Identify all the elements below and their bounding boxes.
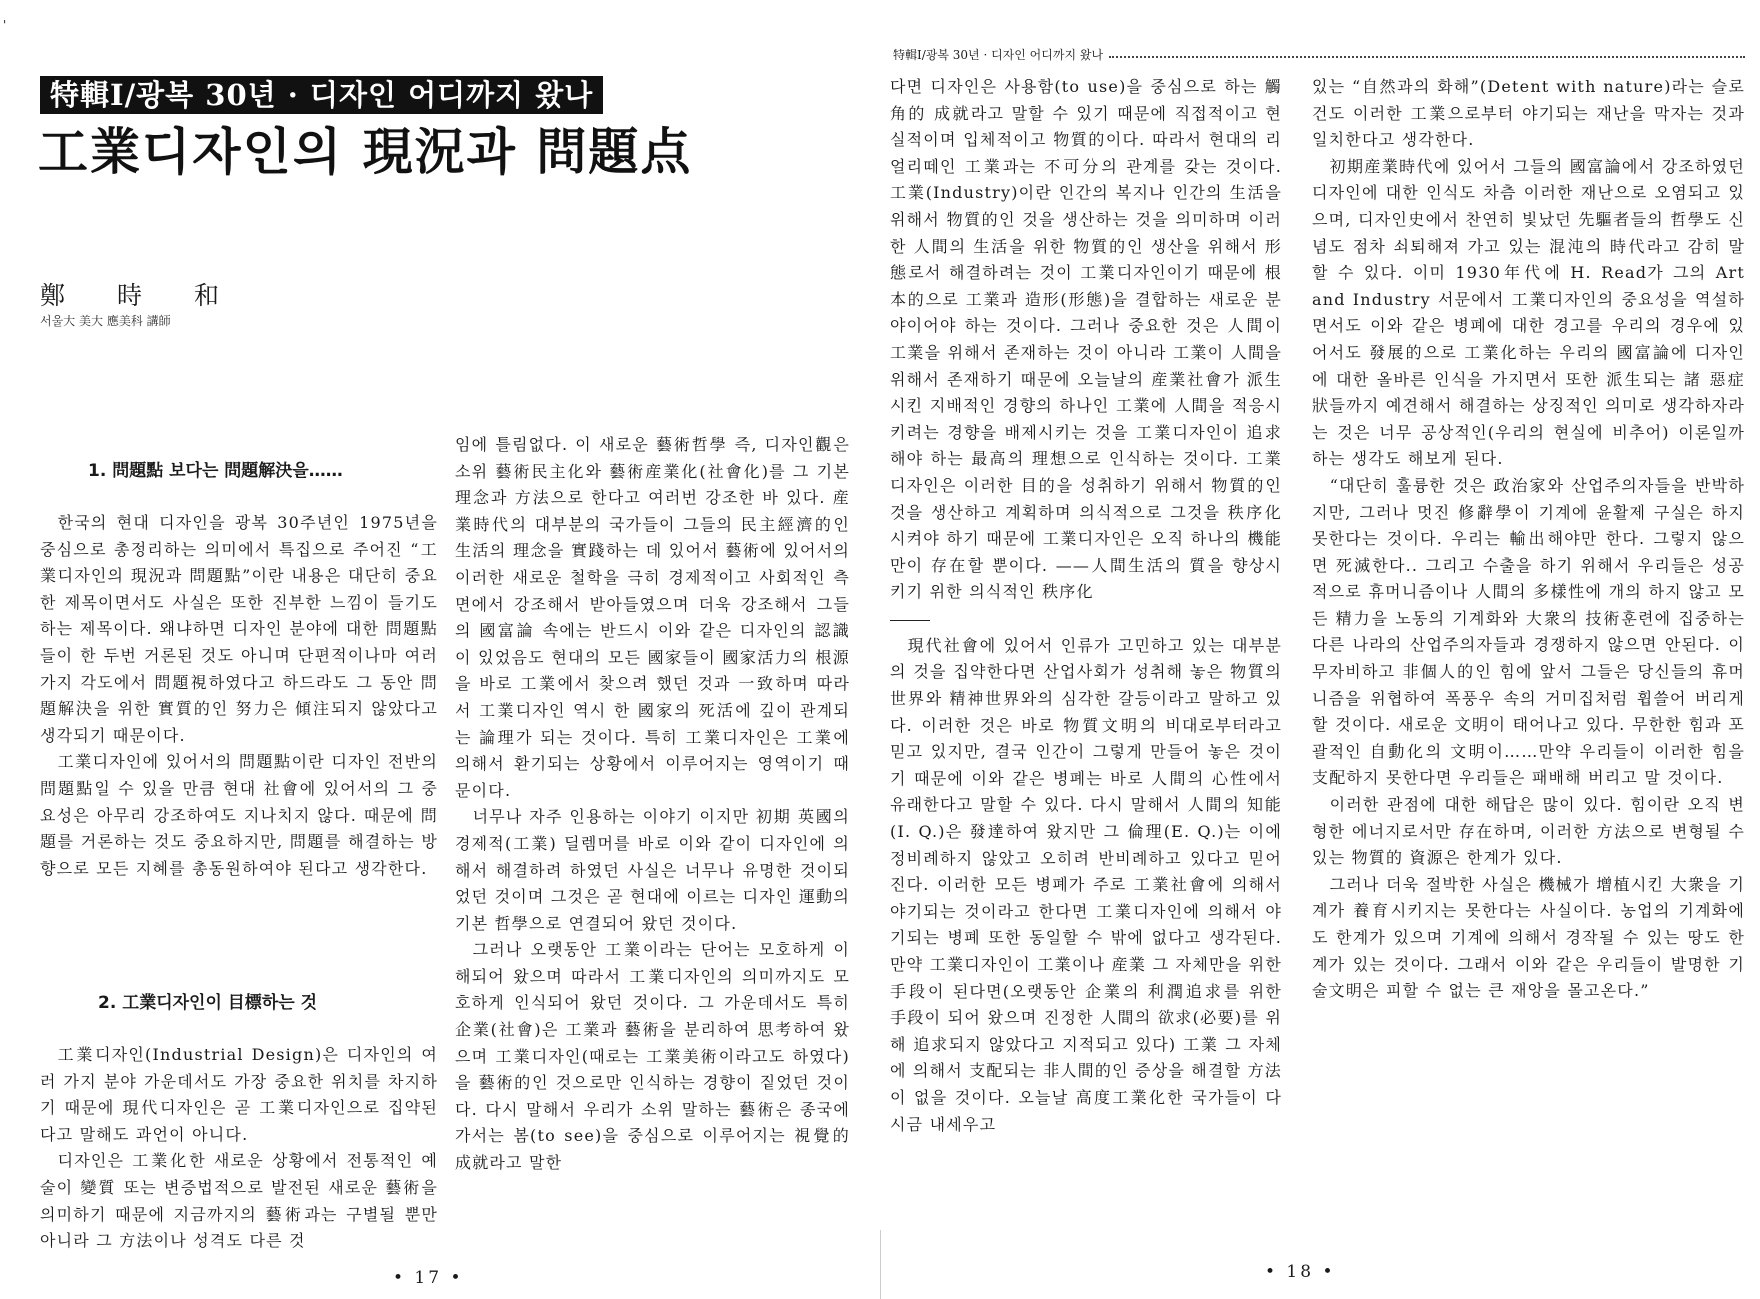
column-4 <box>1312 74 1745 1005</box>
page-number-right: • 18 • <box>1265 1262 1336 1282</box>
author-name <box>40 276 271 312</box>
article-title: 工業디자인의 現況과 問題点 <box>38 122 693 181</box>
feature-banner: 特輯Ⅰ/광복 30년 · 디자인 어디까지 왔나 <box>40 76 603 114</box>
author-char: 和 <box>194 281 220 310</box>
page-number-left: • 17 • <box>393 1268 464 1288</box>
paragraph: 現代社會에 있어서 인류가 고민하고 있는 대부분의 것을 집약한다면 산업사회가 성취해 놓은 物質의 世界와 精神世界와의 심각한 갈등이라고 말하고 있다. 이러한 것은 바로 物質文明의 비대로부터라고 믿고 있지만, 결국 인간이 그렇게 만들어 놓은 것이기 때문에 이와 같은 병폐는 바로 人間의 心性에서 유래한다고 말할 수 있다. 다시 말해서 人間의 知能(I. Q.)은 發達하여 왔지만 그 倫理(E. Q.)는 이에 정비례하지 않았고 오히려 반비례하고 있다고 믿어진다. 이러한 모든 병폐가 주로 工業社會에 의해서 야기되는 것이라고 한다면 工業디자인에 의해서 야기되는 병폐 또한 동일할 수 밖에 없다고 생각된다. 만약 工業디자인이 工業이나 産業 그 자체만을 위한 手段이 된다면(오랫동안 企業의 利潤追求를 위한 手段이 되어 왔으며 진정한 人間의 欲求(必要)를 위해 追求되지 않았다고 지적되고 있다) 工業 그 자체에 의해서 支配되는 非人間的인 증상을 해결할 方法이 없을 것이다. 오늘날 高度工業化한 국가들이 다시금 내세우고 <box>890 635 1282 1134</box>
column-3 <box>890 74 1282 1138</box>
author-char: 時 <box>117 281 143 310</box>
section-heading-2: 2. 工業디자인이 目標하는 것 <box>98 993 317 1013</box>
paragraph: “대단히 훌륭한 것은 政治家와 산업주의자들을 반박하지만, 그러나 멋진 修辭學이 기계에 윤활제 구실은 하지 못한다는 것이다. 우리는 輸出해야만 한다. 그렇지 않으면 死滅한다.. 그리고 수출을 하기 위해서 우리들은 성공적으로 휴머니즘이나 人間의 多樣性에 개의 하지 않고 모든 精力을 노동의 기계화와 大衆의 技術훈련에 집중하는 다른 나라의 산업주의자들과 경쟁하지 않으면 안된다. 이 무자비하고 非個人的인 힘에 앞서 그들은 당신들의 휴머니즘을 위협하여 폭풍우 속의 거미집처럼 휩쓸어 버리게 할 것이다. 새로운 文明이 태어나고 있다. 무한한 힘과 포괄적인 自動化의 文明이……만약 우리들이 이러한 힘을 支配하지 못한다면 우리들은 패배해 버리고 말 것이다. <box>1312 475 1745 788</box>
em-dash-rule <box>890 620 930 621</box>
paragraph: 그러나 더욱 절박한 사실은 機械가 增植시킨 大衆을 기계가 養育시키지는 못한다는 사실이다. 농업의 기계화에도 한계가 있으며 기계에 의해서 경작될 수 있는 땅도 한계가 있는 것이다. 그래서 이와 같은 우리들이 발명한 기술文明은 피할 수 없는 큰 재앙을 몰고온다.” <box>1312 874 1745 1001</box>
paragraph: 工業디자인에 있어서의 問題點이란 디자인 전반의 問題點일 수 있을 만큼 현대 社會에 있어서의 그 중요성은 아무리 강조하여도 지나치지 않다. 때문에 問題를 거론하는 것도 중요하지만, 問題를 해결하는 방향으로 모든 지혜를 총동원하여야 된다고 생각한다. <box>40 752 438 878</box>
column-1-part-1 <box>40 510 438 882</box>
running-header <box>893 46 1745 63</box>
dotted-leader <box>1109 56 1745 58</box>
stray-scan-mark: ' <box>3 18 7 32</box>
column-1-part-2 <box>40 1042 438 1255</box>
running-header-text: 特輯Ⅰ/광복 30년 · 디자인 어디까지 왔나 <box>893 48 1104 62</box>
paragraph: 工業디자인(Industrial Design)은 디자인의 여러 가지 분야 가운데서도 가장 중요한 위치를 차지하기 때문에 現代디자인은 곧 工業디자인으로 집약된다고 말해도 과언이 아니다. <box>40 1045 438 1144</box>
paragraph: 임에 틀림없다. 이 새로운 藝術哲學 즉, 디자인觀은 소위 藝術民主化와 藝術産業化(社會化)를 그 기본 理念과 方法으로 한다고 여러번 강조한 바 있다. 産業時代의 대부분의 국가들이 그들의 民主經濟的인 生活의 理念을 實踐하는 데 있어서 藝術에 있어서의 이러한 새로운 철학을 극히 경제적이고 사회적인 측면에서 강조해서 받아들였으며 더욱 강조해서 그들의 國富論 속에는 반드시 이와 같은 디자인의 認識이 있었음도 현대의 모든 國家들이 國家活力의 根源을 바로 工業에서 찾으려 했던 것과 一致하며 따라서 工業디자인 역시 한 國家의 死活에 깊이 관계되는 論理가 되는 것이다. 특히 工業디자인은 工業에 의해서 환기되는 상황에서 이루어지는 영역이기 때문이다. <box>455 435 850 800</box>
author-affiliation: 서울大 美大 應美科 講師 <box>40 314 171 328</box>
paragraph: 그러나 오랫동안 工業이라는 단어는 모호하게 이해되어 왔으며 따라서 工業디자인의 의미까지도 모호하게 인식되어 왔던 것이다. 그 가운데서도 특히 企業(社會)은 工業과 藝術을 분리하여 思考하여 왔으며 工業디자인(때로는 工業美術이라고도 하였다)을 藝術的인 것으로만 인식하는 경향이 짙었던 것이다. 다시 말해서 우리가 소위 말하는 藝術은 종국에 가서는 봄(to see)을 중심으로 이루어지는 視覺的 成就라고 말한 <box>455 940 850 1173</box>
paragraph: 한국의 현대 디자인을 광복 30주년인 1975년을 중심으로 총정리하는 의미에서 특집으로 주어진 “工業디자인의 現況과 問題點”이란 내용은 대단히 중요한 제목이면서도 사실은 또한 진부한 느낌이 들기도 하는 제목이다. 왜냐하면 디자인 분야에 대한 問題點들이 한 두번 거론된 것도 아니며 단편적이나마 여러 가지 각도에서 問題視하였다고 하드라도 그 동안 問題解決을 위한 實質的인 努力은 傾注되지 않았다고 생각되기 때문이다. <box>40 513 438 745</box>
column-2 <box>455 432 850 1177</box>
paragraph: 디자인은 工業化한 새로운 상황에서 전통적인 예술이 變質 또는 변증법적으로 발전된 새로운 藝術을 의미하기 때문에 지금까지의 藝術과는 구별될 뿐만 아니라 그 方法이나 성격도 다른 것 <box>40 1151 438 1251</box>
author-char: 鄭 <box>40 281 66 310</box>
paragraph: 있는 “自然과의 화해”(Detent with nature)라는 슬로건도 이러한 工業으로부터 야기되는 재난을 막자는 것과 일치한다고 생각한다. <box>1312 77 1745 150</box>
section-heading-1: 1. 問題點 보다는 問題解決을…… <box>88 461 343 481</box>
paragraph: 다면 디자인은 사용함(to use)을 중심으로 하는 觸角的 成就라고 말할 수 있기 때문에 직접적이고 현실적이며 입체적이고 物質的이다. 따라서 현대의 리얼리떼인 工業과는 不可分의 관계를 갖는 것이다. 工業(Industry)이란 인간의 복지나 인간의 生活을 위해서 物質的인 것을 생산하는 것을 의미하며 이러한 人間의 生活을 위한 物質的인 생산을 위해서 形態로서 해결하려는 것이 工業디자인이기 때문에 根本的으로 工業과 造形(形態)을 결합하는 새로운 분야이어야 하는 것이다. 그러나 중요한 것은 人間이 工業을 위해서 존재하는 것이 아니라 工業이 人間을 위해서 존재하기 때문에 오늘날의 産業社會가 派生시킨 지배적인 경향의 하나인 工業에 人間을 적응시키려는 경향을 배제시키는 것을 工業디자인이 追求해야 하는 最高의 理想으로 인식하는 것이다. 工業디자인은 이러한 目的을 성취하기 위해서 物質的인 것을 생산하고 계획하며 의식적으로 그것을 秩序化시켜야 하기 때문에 工業디자인은 오직 하나의 機能만이 存在할 뿐이다. ——人間生活의 質을 향상시키기 위한 의식적인 秩序化 <box>890 77 1282 602</box>
page-gutter <box>880 1230 881 1299</box>
paragraph: 너무나 자주 인용하는 이야기 이지만 初期 英國의 경제적(工業) 딜렘머를 바로 이와 같이 디자인에 의해서 해결하려 하였던 사실은 너무나 유명한 것이되었던 것이며 그것은 곧 현대에 이르는 디자인 運動의 기본 哲學으로 연결되어 왔던 것이다. <box>455 807 850 933</box>
paragraph: 初期産業時代에 있어서 그들의 國富論에서 강조하였던 디자인에 대한 인식도 차츰 이러한 재난으로 오염되고 있으며, 디자인史에서 찬연히 빛났던 先驅者들의 哲學도 신념도 점차 쇠퇴해져 가고 있는 混沌의 時代라고 감히 말할 수 있다. 이미 1930年代에 H. Read가 그의 Art and Industry 서문에서 工業디자인의 중요성을 역설하면서도 이와 같은 병폐에 대한 경고를 우리의 경우에 있어서도 發展的으로 工業化하는 우리의 國富論에 디자인에 대한 올바른 인식을 가지면서 또한 派生되는 諸 惡症狀들까지 예견해서 해결하는 상징적인 의미로 생각하자라는 것은 너무 공상적인(우리의 현실에 비추어) 이론일까 하는 생각도 해보게 된다. <box>1312 156 1745 469</box>
paragraph: 이러한 관점에 대한 해답은 많이 있다. 힘이란 오직 변형한 에너지로서만 存在하며, 이러한 方法으로 변형될 수 있는 物質的 資源은 한계가 있다. <box>1312 795 1745 868</box>
